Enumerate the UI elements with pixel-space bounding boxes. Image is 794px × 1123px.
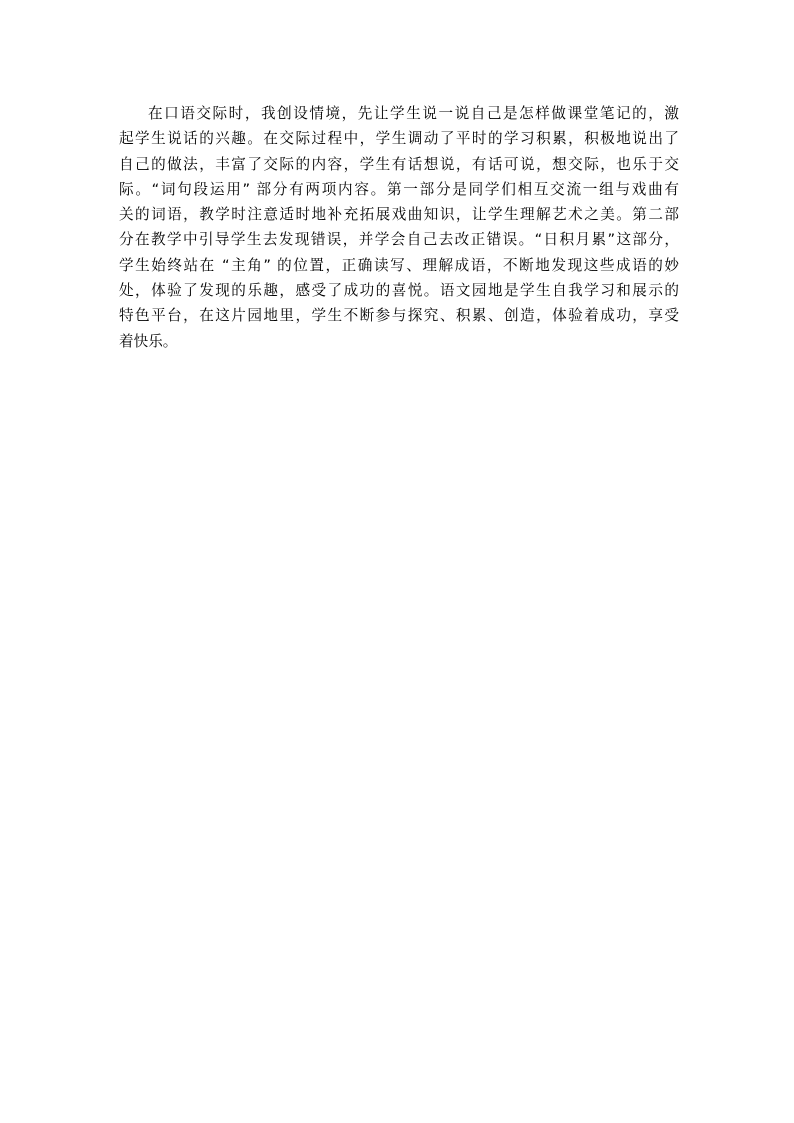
paragraph-line: 际。“词句段运用” 部分有两项内容。第一部分是同学们相互交流一组与戏曲有 <box>119 180 679 198</box>
paragraph-line: 处，体验了发现的乐趣，感受了成功的喜悦。语文园地是学生自我学习和展示的 <box>119 282 679 300</box>
paragraph-line: 自己的做法，丰富了交际的内容，学生有话想说，有话可说，想交际，也乐于交 <box>119 155 679 173</box>
paragraph-line: 起学生说话的兴趣。在交际过程中，学生调动了平时的学习积累，积极地说出了 <box>119 130 679 148</box>
paragraph-line: 关的词语，教学时注意适时地补充拓展戏曲知识，让学生理解艺术之美。第二部 <box>119 206 679 224</box>
paragraph-line: 着快乐。 <box>119 332 178 350</box>
paragraph-line: 特色平台，在这片园地里，学生不断参与探究、积累、创造，体验着成功，享受 <box>119 307 679 325</box>
body-paragraph <box>119 101 679 354</box>
paragraph-line: 学生始终站在 “主角” 的位置，正确读写、理解成语，不断地发现这些成语的妙 <box>119 256 679 274</box>
paragraph-line: 分在教学中引导学生去发现错误，并学会自己去改正错误。“日积月累”这部分， <box>119 231 679 249</box>
paragraph-line: 在口语交际时，我创设情境，先让学生说一说自己是怎样做课堂笔记的，激 <box>148 105 679 122</box>
